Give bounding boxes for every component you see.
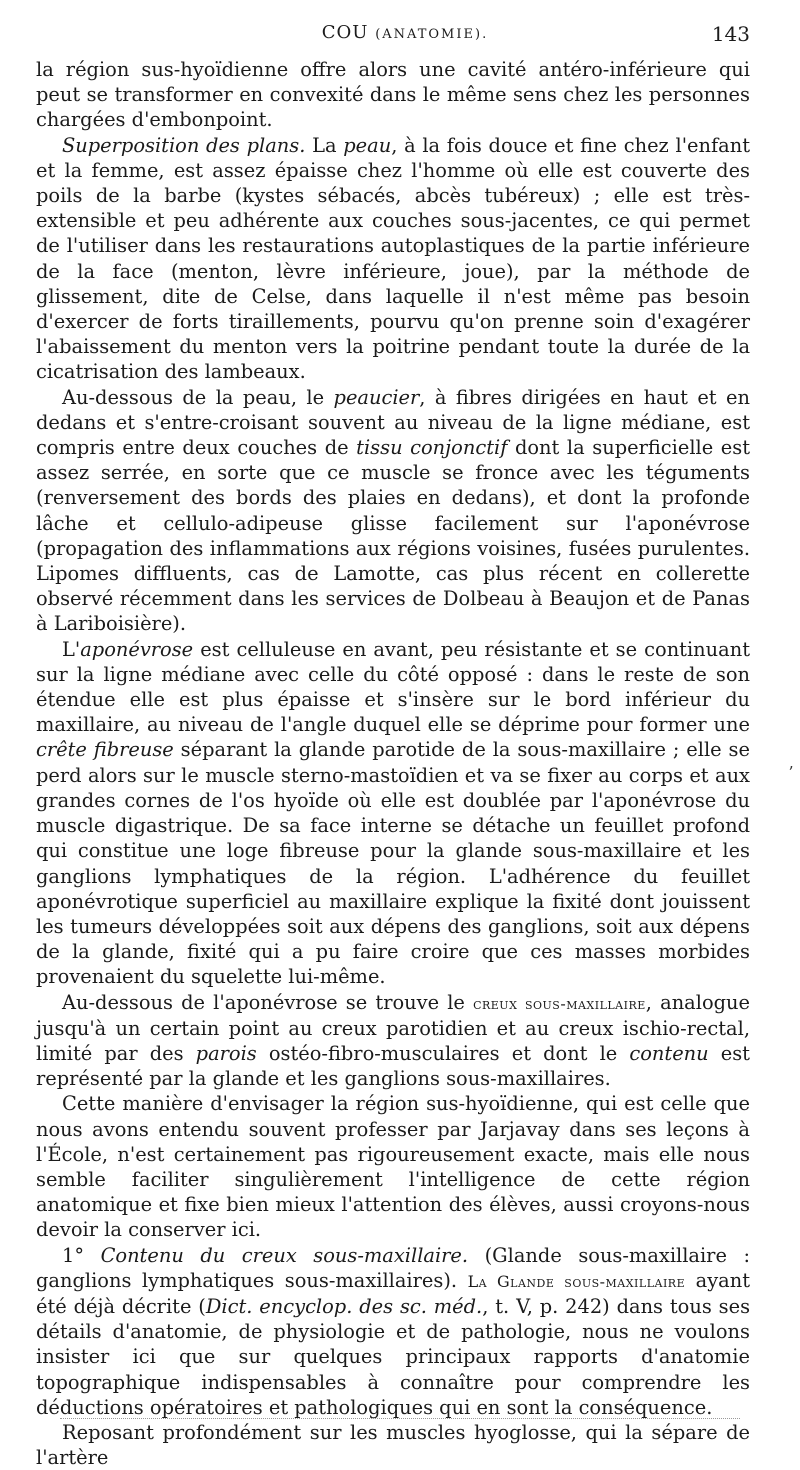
text-run: La — [305, 133, 344, 157]
text-run: ostéo-fibro-musculaires et dont le — [256, 1041, 630, 1065]
paragraph — [36, 385, 750, 637]
italic-run: peau — [343, 133, 392, 157]
paragraph — [36, 990, 750, 1092]
italic-run: aponévrose — [80, 637, 194, 661]
paragraph — [36, 1243, 750, 1420]
page-header — [60, 22, 750, 52]
text-run: 1° — [62, 1243, 101, 1267]
text-run: est représenté par la glande et les ganglions sous-maxillaires. — [36, 1041, 750, 1091]
italic-run: parois — [195, 1041, 257, 1065]
italic-run: Contenu du creux sous-maxillaire. — [100, 1243, 469, 1267]
margin-mark: ʼ — [788, 763, 794, 782]
italic-run: Superposition des plans. — [62, 133, 306, 157]
text-run: Cette manière d'envisager la région sus-hyoïdienne, qui est celle que nous avons entendu souvent professer par Jarjavay dans ses leçons à l'École, n'est certainement pas rigoureusement exacte, mais elle nous semble faciliter singulièrement l'intelligence de cette région anatomique et fixe bien mieux l'attention des élèves, aussi croyons-nous devoir la conserver ici. — [36, 1092, 750, 1242]
paragraph — [36, 1420, 750, 1470]
small-caps-run: La Glande sous-maxillaire — [467, 1271, 686, 1291]
small-caps-run: creux sous-maxillaire — [473, 993, 646, 1013]
text-run: (Glande sous-maxillaire : ganglions lymphatiques sous-maxillaires). — [36, 1243, 750, 1292]
italic-run: crête fibreuse — [36, 738, 174, 762]
running-head-title: COU — [321, 22, 369, 43]
paragraph — [36, 57, 750, 133]
running-head-subtitle: (ANATOMIE). — [375, 27, 489, 42]
paragraph — [36, 133, 750, 385]
text-run: dont la superficielle est assez serrée, en sorte que ce muscle se fronce avec les téguments (renversement des bords des plaies en dedans), et dont la profonde lâche et cellulo-adipeuse glisse facilement sur l'aponévrose (propagation des inflammations aux régions voisines, fusées purulentes. Lipomes diffluents, cas de Lamotte, cas plus récent en collerette observé récemment dans les services de Dolbeau à Beaujon et de Panas à Lariboisière). — [36, 436, 750, 636]
page-body — [36, 57, 750, 1470]
text-run: L' — [62, 637, 81, 661]
italic-run: Dict. encyclop. des sc. méd. — [205, 1294, 483, 1318]
text-run: ayant été déjà décrite ( — [36, 1268, 750, 1318]
italic-run: peaucier — [333, 385, 420, 409]
text-run: Reposant profondément sur les muscles hyoglosse, qui la sépare de l'artère — [36, 1420, 750, 1470]
text-run: , t. V, p. 242) dans tous ses détails d'anatomie, de physiologie et de pathologie, nous ne voulons insister ici que sur quelques principaux rapports d'anatomie topographique indispensables à connaître pour comprendre les déductions opératoires et pathologiques qui en sont la conséquence. — [36, 1294, 751, 1419]
text-run: séparant la glande parotide de la sous-maxillaire ; elle se perd alors sur le muscle sterno-mastoïdien et va se fixer au corps et aux grandes cornes de l'os hyoïde où elle est doublée par l'aponévrose du muscle digastrique. De sa face interne se détache un feuillet profond qui constitue une loge fibreuse pour la glande sous-maxillaire et les ganglions lymphatiques de la région. L'adhérence du feuillet aponévrotique superficiel au maxillaire explique la fixité dont jouissent les tumeurs développées soit aux dépens des ganglions, soit aux dépens de la glande, fixité qui a pu faire croire que ces masses morbides provenaient du squelette lui-même. — [36, 738, 750, 989]
text-run: Au-dessous de la peau, le — [62, 385, 334, 409]
page-number: 143 — [711, 22, 750, 46]
italic-run: contenu — [629, 1041, 709, 1065]
text-run: la région sus-hyoïdienne offre alors une cavité antéro-inférieure qui peut se transformer en convexité dans le même sens chez les personnes chargées d'embonpoint. — [36, 58, 750, 132]
footer-rule — [60, 1416, 740, 1419]
text-run: , analogue jusqu'à un certain point au creux parotidien et au creux ischio-rectal, limité par des — [36, 990, 750, 1065]
text-run: est celluleuse en avant, peu résistante et se continuant sur la ligne médiane avec celle du côté opposé : dans le reste de son étendue elle est plus épaisse et s'insère sur le bord inférieur du maxillaire, au niveau de l'angle duquel elle se déprime pour former une — [36, 637, 750, 737]
paragraph — [36, 1091, 750, 1242]
text-run: Au-dessous de l'aponévrose se trouve le — [62, 990, 474, 1014]
paragraph — [36, 637, 750, 990]
italic-run: tissu conjonctif — [356, 436, 508, 460]
running-head — [60, 22, 750, 43]
text-run: , à fibres dirigées en haut et en dedans et s'entre-croisant souvent au niveau de la ligne médiane, est compris entre deux couches de — [36, 385, 750, 460]
text-run: , à la fois douce et fine chez l'enfant et la femme, est assez épaisse chez l'homme où elle est couverte des poils de la barbe (kystes sébacés, abcès tubéreux) ; elle est très-extensible et peu adhérente aux couches sous-jacentes, ce qui permet de l'utiliser dans les restaurations autoplastiques de la partie inférieure de la face (menton, lèvre inférieure, joue), par la méthode de glissement, dite de Celse, dans laquelle il n'est même pas besoin d'exercer de forts tiraillements, pourvu qu'on prenne soin d'exagérer l'abaissement du menton vers la poitrine pendant toute la durée de la cicatrisation des lambeaux. — [36, 133, 751, 384]
